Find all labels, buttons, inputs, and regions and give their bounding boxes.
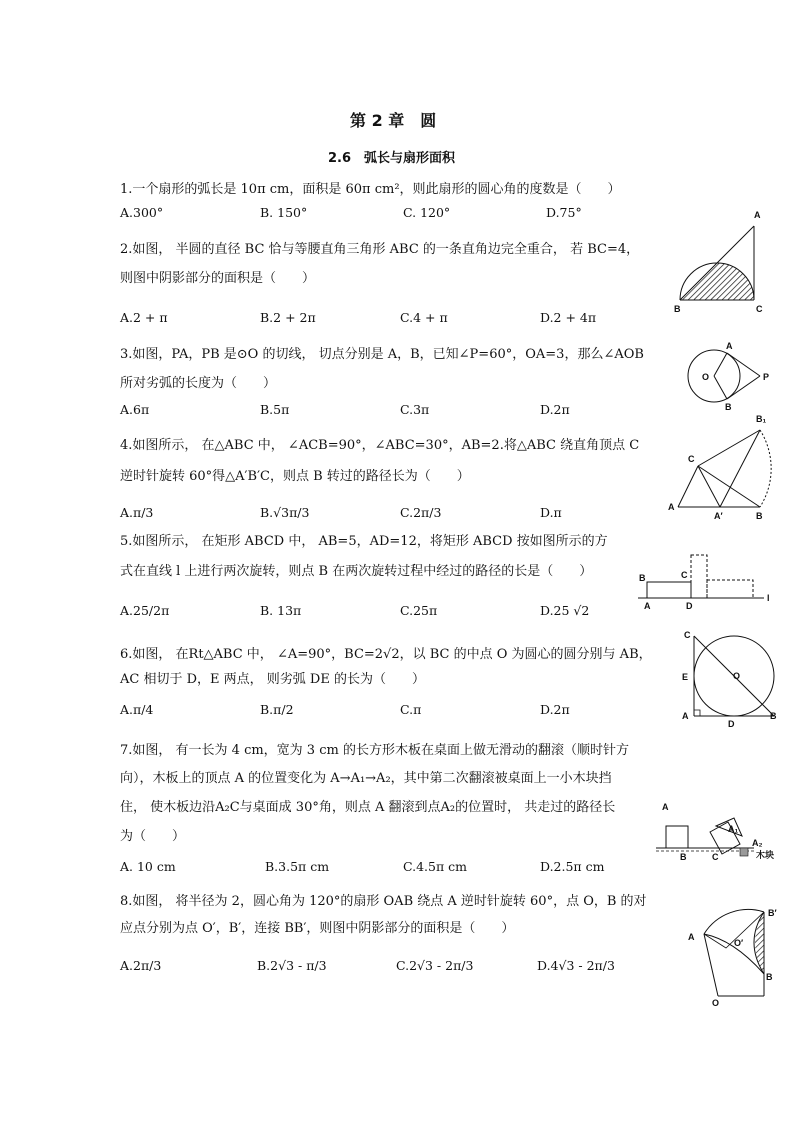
question-4-option-a: A.π/3: [120, 505, 154, 520]
question-3-option-a: A.6π: [120, 402, 150, 417]
question-6-option-b: B.π/2: [260, 702, 294, 717]
question-6-line-2: AC 相切于 D，E 两点， 则劣弧 DE 的长为（ ）: [120, 672, 425, 687]
label-D: D: [686, 601, 693, 611]
chapter-title: 第 2 章 圆: [350, 111, 437, 130]
figure-q3-tangents: [688, 338, 778, 418]
label-O: O: [712, 998, 720, 1008]
label-B: B: [766, 972, 773, 982]
question-1-option-b: B. 150°: [260, 205, 308, 220]
question-3-option-c: C.3π: [400, 402, 430, 417]
question-7-option-a: A. 10 cm: [120, 859, 176, 874]
question-5-line-2: 式在直线 l 上进行两次旋转，则点 B 在两次旋转过程中经过的路径的长是（ ）: [120, 564, 593, 579]
figure-q6-inscribed-circle: [678, 624, 782, 730]
label-C: C: [712, 852, 719, 862]
question-7-option-b: B.3.5π cm: [265, 859, 330, 874]
question-7-line-4: 为（ ）: [120, 829, 186, 844]
question-2-option-c: C.4 + π: [400, 310, 448, 325]
label-C: C: [684, 630, 691, 640]
question-8-option-d: D.4√3 - 2π/3: [537, 958, 615, 973]
label-A1: A₁: [728, 824, 739, 834]
label-A2: A₂: [752, 838, 763, 848]
question-2-option-a: A.2 + π: [120, 310, 168, 325]
question-3-line-1: 3.如图，PA，PB 是⊙O 的切线， 切点分别是 A，B，已知∠P=60°，OA=3，那么∠AOB: [120, 347, 644, 362]
label-B: B: [674, 304, 681, 314]
question-3-line-2: 所对劣弧的长度为（ ）: [120, 376, 277, 391]
question-8-option-b: B.2√3 - π/3: [257, 958, 327, 973]
label-C: C: [688, 454, 695, 464]
label-A-prime: A′: [714, 511, 723, 521]
question-5-line-1: 5.如图所示， 在矩形 ABCD 中， AB=5，AD=12，将矩形 ABCD 按如图所示的方: [120, 534, 608, 549]
question-4-line-1: 4.如图所示， 在△ABC 中， ∠ACB=90°，∠ABC=30°，AB=2.将△ABC 绕直角顶点 C: [120, 438, 640, 453]
label-O: O: [702, 372, 710, 382]
question-4-option-c: C.2π/3: [400, 505, 442, 520]
label-B: B: [756, 511, 763, 521]
figure-q5-rectangle-rotation: [636, 550, 774, 612]
question-7-line-2: 向），木板上的顶点 A 的位置变化为 A→A₁→A₂，其中第二次翻滚被桌面上一小木块挡: [120, 771, 612, 786]
label-O: O: [733, 671, 741, 681]
label-B-prime: B′: [768, 908, 777, 918]
question-2-option-d: D.2 + 4π: [540, 310, 597, 325]
question-2-line-1: 2.如图， 半圆的直径 BC 恰与等腰直角三角形 ABC 的一条直角边完全重合， 若 BC=4，: [120, 242, 640, 257]
label-A: A: [688, 932, 695, 942]
label-B: B: [680, 852, 687, 862]
figure-q4-rotation: [664, 412, 774, 524]
label-C: C: [681, 570, 688, 580]
figure-q8-rotated-sector: [682, 902, 786, 1008]
question-5-option-d: D.25 √2: [540, 603, 590, 618]
label-A: A: [644, 601, 651, 611]
question-7-line-1: 7.如图， 有一长为 4 cm，宽为 3 cm 的长方形木板在桌面上做无滑动的翻滚（顺时针方: [120, 743, 629, 758]
label-A: A: [668, 502, 675, 512]
label-A: A: [754, 210, 761, 220]
question-7-line-3: 住， 使木板边沿A₂C与桌面成 30°角，则点 A 翻滚到点A₂的位置时， 共走过的路径长: [120, 800, 616, 815]
question-7-option-d: D.2.5π cm: [540, 859, 605, 874]
question-5-option-c: C.25π: [400, 603, 438, 618]
label-B: B: [725, 402, 732, 412]
question-6-option-d: D.2π: [540, 702, 570, 717]
label-B1: B₁: [756, 414, 767, 424]
question-4-option-b: B.√3π/3: [260, 505, 310, 520]
label-A: A: [662, 802, 669, 812]
question-7-option-c: C.4.5π cm: [403, 859, 468, 874]
question-3-option-d: D.2π: [540, 402, 570, 417]
question-6-option-c: C.π: [400, 702, 422, 717]
question-3-option-b: B.5π: [260, 402, 290, 417]
question-1-option-c: C. 120°: [403, 205, 451, 220]
question-8-option-a: A.2π/3: [120, 958, 162, 973]
label-D: D: [728, 719, 735, 729]
label-wood-block: 木块: [756, 850, 775, 860]
label-E: E: [682, 672, 689, 682]
label-O-prime: O′: [734, 938, 744, 948]
question-2-line-2: 则图中阴影部分的面积是（ ）: [120, 271, 316, 286]
label-B: B: [770, 711, 777, 721]
question-1-option-a: A.300°: [120, 205, 164, 220]
question-8-line-2: 应点分别为点 O′，B′，连接 BB′，则图中阴影部分的面积是（ ）: [120, 921, 515, 936]
question-1-line-1: 1.一个扇形的弧长是 10π cm，面积是 60π cm²，则此扇形的圆心角的度数是（ ）: [120, 182, 621, 197]
label-C: C: [756, 304, 763, 314]
section-title: 2.6 弧长与扇形面积: [328, 151, 456, 166]
question-6-option-a: A.π/4: [120, 702, 154, 717]
question-5-option-b: B. 13π: [260, 603, 302, 618]
question-4-option-d: D.π: [540, 505, 562, 520]
label-B: B: [639, 573, 646, 583]
question-8-line-1: 8.如图， 将半径为 2，圆心角为 120°的扇形 OAB 绕点 A 逆时针旋转 60°，点 O，B 的对: [120, 894, 647, 909]
label-l: l: [767, 593, 770, 603]
question-4-line-2: 逆时针旋转 60°得△A′B′C，则点 B 转过的路径长为（ ）: [120, 469, 470, 484]
label-A: A: [682, 711, 689, 721]
figure-q7-rolling-board: [654, 796, 789, 868]
question-1-option-d: D.75°: [546, 205, 582, 220]
question-2-option-b: B.2 + 2π: [260, 310, 316, 325]
question-8-option-c: C.2√3 - 2π/3: [396, 958, 474, 973]
figure-q2-semicircle-triangle: [672, 208, 772, 318]
label-A: A: [726, 341, 733, 351]
question-6-line-1: 6.如图， 在Rt△ABC 中， ∠A=90°，BC=2√2，以 BC 的中点 O 为圆心的圆分别与 AB，: [120, 647, 652, 662]
label-P: P: [763, 372, 770, 382]
question-5-option-a: A.25/2π: [120, 603, 170, 618]
